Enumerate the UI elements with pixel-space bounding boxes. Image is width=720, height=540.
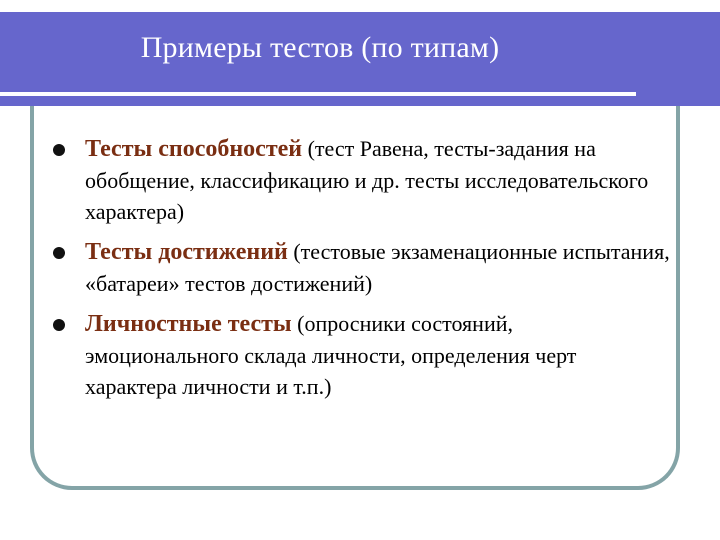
bullet-item <box>50 236 670 299</box>
bullet-term: Личностные тесты <box>85 311 292 337</box>
bullet-description: (тест Равена, тесты-задания на обобщение, классификацию и др. тесты исследовательского характера) <box>85 136 649 224</box>
title-underline <box>0 92 636 96</box>
bullet-dot-icon <box>53 319 65 331</box>
bullet-list <box>50 133 670 411</box>
bullet-item <box>50 133 670 227</box>
bullet-dot-icon <box>53 247 65 259</box>
bullet-term: Тесты способностей <box>85 136 303 162</box>
slide-title: Примеры тестов (по типам) <box>140 31 500 64</box>
bullet-dot-icon <box>53 144 65 156</box>
bullet-description: (опросники состояний, эмоционального склада личности, определения черт характера личности и т.п.) <box>85 311 577 399</box>
bullet-term: Тесты достижений <box>85 239 288 265</box>
bullet-description: (тестовые экзаменационные испытания, «батареи» тестов достижений) <box>85 239 670 296</box>
bullet-item <box>50 308 670 402</box>
